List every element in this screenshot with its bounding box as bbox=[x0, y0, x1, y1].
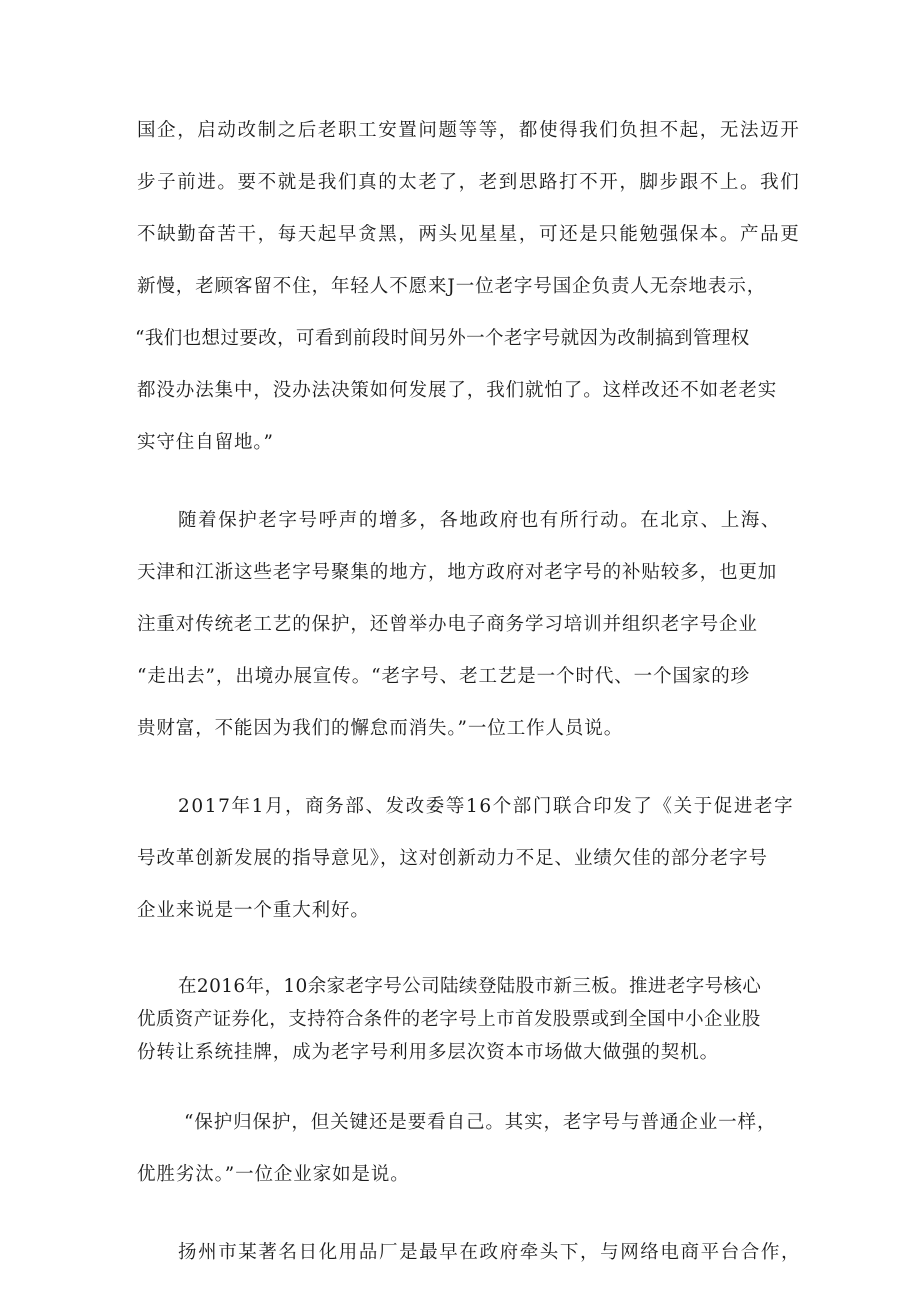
paragraph-1-line-7: 实守住自留地。” bbox=[137, 432, 274, 453]
paragraph-1-line-4: 新慢，老顾客留不住，年轻人不愿来J一位老字号国企负责人无奈地表示， bbox=[137, 276, 767, 297]
paragraph-3-line-3: 企业来说是一个重大利好。 bbox=[137, 900, 370, 921]
paragraph-4-line-3: 份转让系统挂牌，成为老字号利用多层次资本市场做大做强的契机。 bbox=[137, 1042, 720, 1063]
paragraph-3-line-1: 2017年1月，商务部、发改委等16个部门联合印发了《关于促进老字 bbox=[178, 796, 795, 817]
paragraph-2-line-3: 注重对传统老工艺的保护，还曾举办电子商务学习培训并组织老字号企业 bbox=[137, 614, 758, 635]
paragraph-2-line-5: 贵财富，不能因为我们的懈怠而消失。”一位工作人员说。 bbox=[137, 718, 624, 739]
paragraph-2-line-1: 随着保护老字号呼声的增多，各地政府也有所行动。在北京、上海、 bbox=[178, 510, 782, 531]
paragraph-6-line-1: 扬州市某著名日化用品厂是最早在政府牵头下，与网络电商平台合作， bbox=[178, 1242, 802, 1263]
paragraph-5-line-1: “保护归保护，但关键还是要看自己。其实，老字号与普通企业一样， bbox=[184, 1112, 777, 1133]
paragraph-1-line-6: 都没办法集中，没办法决策如何发展了，我们就怕了。这样改还不如老老实 bbox=[137, 380, 778, 401]
paragraph-2-line-2: 天津和江浙这些老字号聚集的地方，地方政府对老字号的补贴较多，也更加 bbox=[137, 562, 778, 583]
paragraph-4-line-1: 在2016年，10余家老字号公司陆续登陆股市新三板。推进老字号核心 bbox=[178, 976, 762, 997]
paragraph-1-line-1: 国企，启动改制之后老职工安置问题等等，都使得我们负担不起，无法迈开 bbox=[137, 120, 801, 141]
paragraph-2-line-4: “走出去”，出境办展宣传。“老字号、老工艺是一个时代、一个国家的珍 bbox=[137, 666, 751, 687]
paragraph-5-line-2: 优胜劣汰。”一位企业家如是说。 bbox=[137, 1164, 410, 1185]
paragraph-3-line-2: 号改革创新发展的指导意见》，这对创新动力不足、业绩欠佳的部分老字号 bbox=[137, 848, 768, 869]
paragraph-1-line-5: “我们也想过要改，可看到前段时间另外一个老字号就因为改制搞到管理权 bbox=[135, 328, 750, 349]
paragraph-1-line-3: 不缺勤奋苦干，每天起早贪黑，两头见星星，可还是只能勉强保本。产品更 bbox=[137, 224, 801, 245]
paragraph-1-line-2: 步子前进。要不就是我们真的太老了，老到思路打不开，脚步跟不上。我们 bbox=[137, 172, 801, 193]
paragraph-4-line-2: 优质资产证券化，支持符合条件的老字号上市首发股票或到全国中小企业股 bbox=[137, 1009, 761, 1030]
